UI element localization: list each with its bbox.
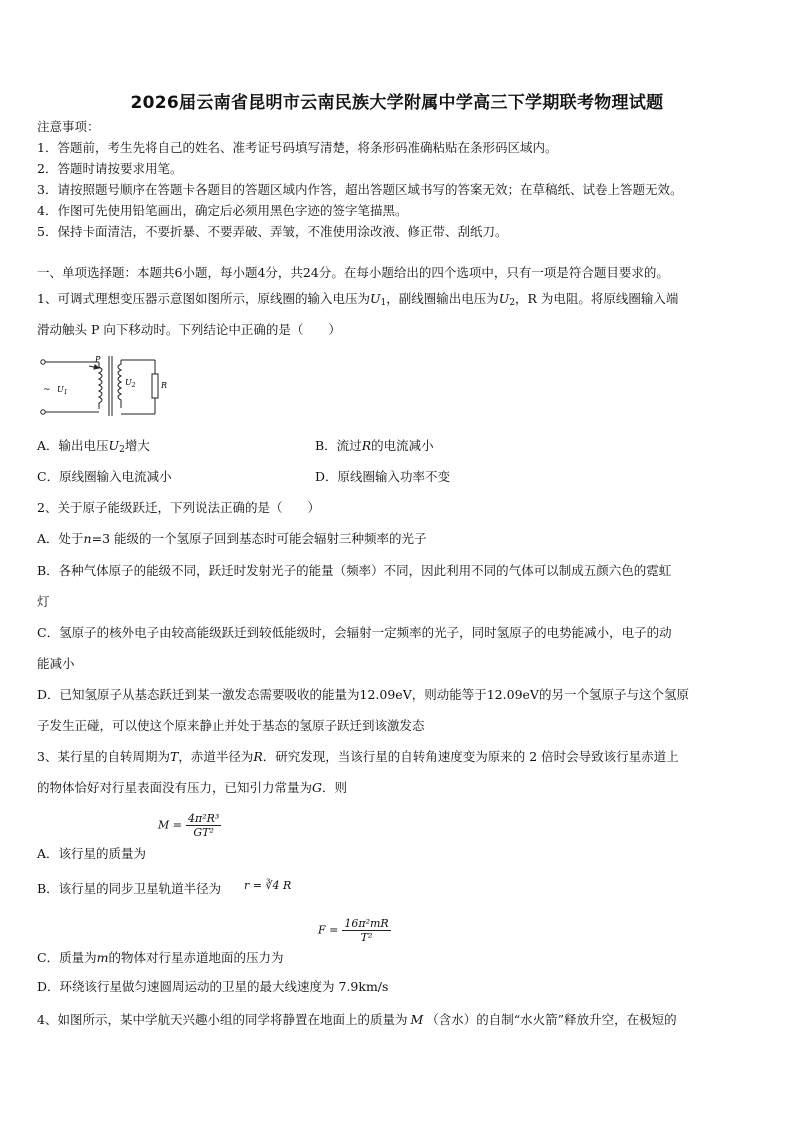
q3-option-c-text: C．质量为m的物体对行星赤道地面的压力为	[37, 950, 284, 965]
q1-option-c: C．原线圈输入电流减小	[37, 469, 172, 484]
q3-option-d: D．环绕该行星做匀速圆周运动的卫星的最大线速度为 7.9km/s	[37, 979, 389, 994]
q1-option-b: B．流过R的电流减小	[315, 438, 434, 453]
q2-option-b-line1: B．各种气体原子的能级不同，跃迁时发射光子的能量（频率）不同，因此利用不同的气体可以制成五颜六色的霓虹	[37, 563, 672, 578]
q2-option-d-line2: 子发生正碰，可以使这个原来静止并处于基态的氢原子跃迁到该激发态	[37, 718, 425, 733]
q2-option-c-line1: C．氢原子的核外电子由较高能级跃迁到较低能级时，会辐射一定频率的光子，同时氢原子的电势能减小，电子的动	[37, 625, 672, 640]
page-title: 2026届云南省昆明市云南民族大学附属中学高三下学期联考物理试题	[130, 93, 664, 113]
transformer-diagram	[37, 352, 172, 422]
note-item: 4．作图可先使用铅笔画出，确定后必须用黑色字迹的签字笔描黑。	[37, 203, 408, 218]
q4-stem-line1: 4、如图所示，某中学航天兴趣小组的同学将静置在地面上的质量为 M （含水）的自制“水火箭”释放升空，在极短的	[37, 1012, 677, 1027]
q1-stem-line2: 滑动触头 P 向下移动时。下列结论中正确的是（ ）	[37, 322, 341, 337]
q3-option-a-formula: M = $\frac{\text{4π²R³}}{\text{GT²}}$	[158, 812, 220, 839]
q3-stem-line1: 3、某行星的自转周期为T，赤道半径为R．研究发现，当该行星的自转角速度变为原来的 2 倍时会导致该行星赤道上	[37, 749, 679, 764]
fig-label-u1: $U_1$	[57, 385, 68, 396]
fig-label-r: R	[161, 381, 168, 390]
q3-stem-line2: 的物体恰好对行星表面没有压力，已知引力常量为G．则	[37, 780, 348, 795]
q3-option-a-text: A．该行星的质量为	[37, 846, 147, 861]
q2-option-c-line2: 能减小	[37, 656, 75, 671]
q2-stem: 2、关于原子能级跃迁，下列说法正确的是（ ）	[37, 500, 320, 515]
note-item: 2．答题时请按要求用笔。	[37, 161, 183, 176]
fig-ac-symbol: ~	[43, 385, 51, 395]
q1-option-d: D．原线圈输入功率不变	[315, 469, 451, 484]
q1-stem-line1: 1、可调式理想变压器示意图如图所示，原线圈的输入电压为$U_1$，副线圈输出电压为$U_2$，R 为电阻。将原线圈输入端	[37, 291, 679, 308]
note-item: 1．答题前，考生先将自己的姓名、准考证号码填写清楚，将条形码准确粘贴在条形码区域内。	[37, 140, 558, 155]
note-item: 5．保持卡面清洁，不要折暴、不要弄破、弄皱，不准使用涂改液、修正带、刮纸刀。	[37, 224, 508, 239]
q3-option-c-formula: F = $\frac{\text{16π²mR}}{\text{T²}}$	[318, 917, 389, 944]
q2-option-b-line2: 灯	[37, 594, 50, 609]
note-item: 3．请按照题号顺序在答题卡各题目的答题区域内作答，超出答题区域书写的答案无效；在草稿纸、试卷上答题无效。	[37, 182, 683, 197]
section-heading: 一、单项选择题：本题共6小题，每小题4分，共24分。在每小题给出的四个选项中，只有一项是符合题目要求的。	[37, 265, 669, 280]
q1-option-a: A．输出电压$U_2$增大	[37, 438, 150, 455]
q2-option-a: A．处于n=3 能级的一个氢原子回到基态时可能会辐射三种频率的光子	[37, 531, 427, 546]
fig-label-p: P	[95, 355, 101, 364]
notes-heading: 注意事项：	[37, 119, 100, 134]
q3-option-b-formula: r = ∛4 R	[244, 879, 292, 892]
q3-option-b-text: B．该行星的同步卫星轨道半径为	[37, 881, 222, 896]
q2-option-d-line1: D．已知氢原子从基态跃迁到某一激发态需要吸收的能量为12.09eV，则动能等于12.09eV的另一个氢原子与这个氢原	[37, 687, 689, 702]
fig-label-u2: $U_2$	[125, 378, 136, 389]
